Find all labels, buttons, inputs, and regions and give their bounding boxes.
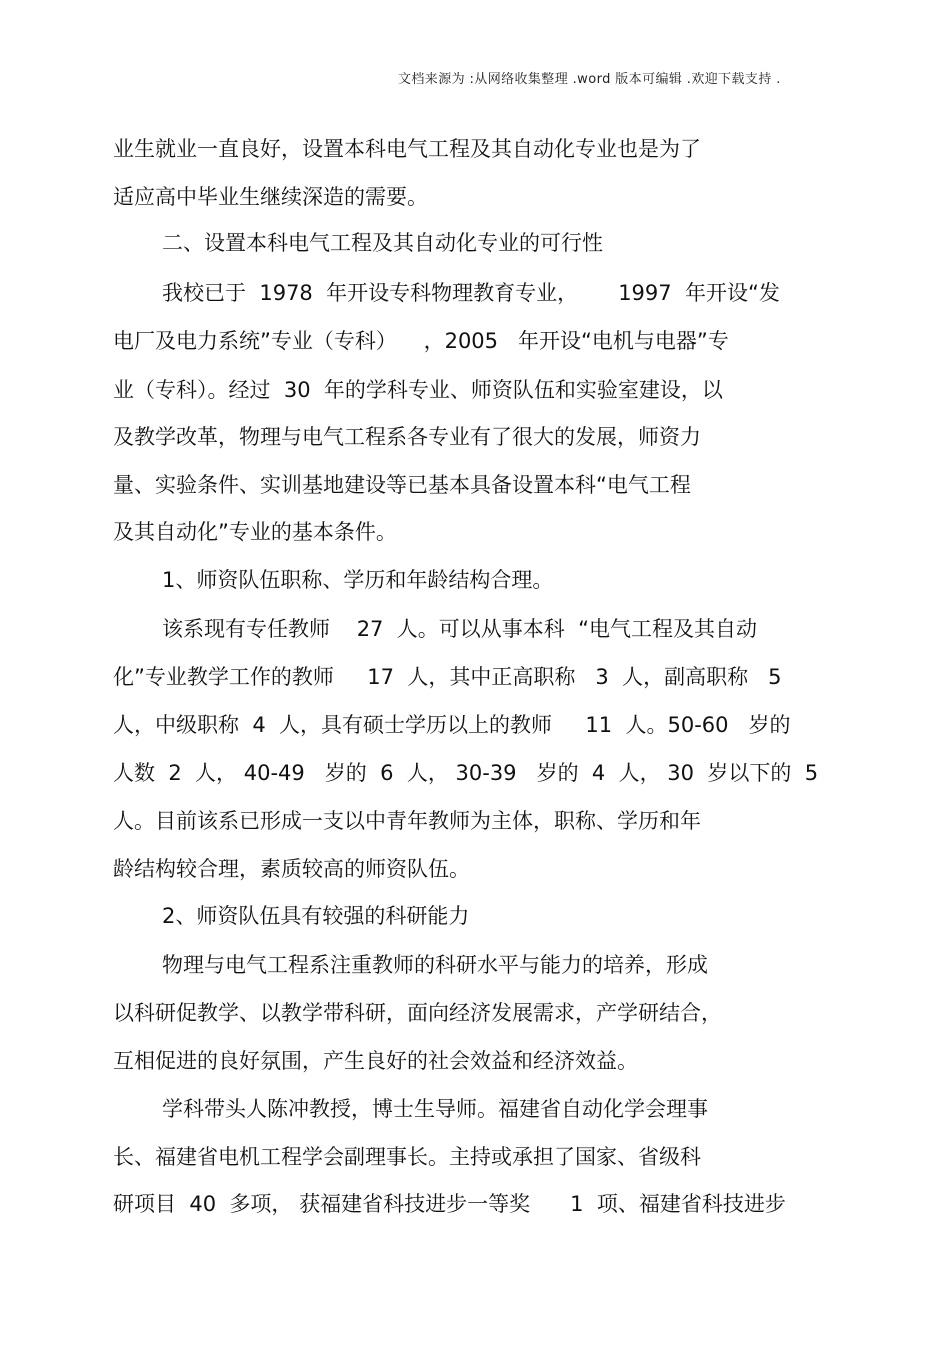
paragraph-line: 该系现有专任教师 27 人。可以从事本科 “电气工程及其自动 bbox=[162, 617, 758, 641]
paragraph-line: 适应高中毕业生继续深造的需要。 bbox=[113, 185, 428, 209]
paragraph-line: 学科带头人陈冲教授，博士生导师。福建省自动化学会理事 bbox=[162, 1097, 708, 1121]
paragraph-line: 及教学改革，物理与电气工程系各专业有了很大的发展，师资力 bbox=[113, 425, 701, 449]
paragraph-line: 业（专科）。经过 30 年的学科专业、师资队伍和实验室建设，以 bbox=[113, 378, 723, 402]
paragraph-line: 化”专业教学工作的教师 17 人，其中正高职称 3 人，副高职称 5 bbox=[113, 665, 782, 689]
paragraph-line: 电厂及电力系统”专业（专科） ，2005 年开设“电机与电器”专 bbox=[113, 329, 729, 353]
paragraph-line: 龄结构较合理，素质较高的师资队伍。 bbox=[113, 857, 470, 881]
paragraph-line: 我校已于 1978 年开设专科物理教育专业， 1997 年开设“发 bbox=[162, 281, 780, 305]
paragraph-line: 以科研促教学、以教学带科研，面向经济发展需求，产学研结合， bbox=[113, 1001, 722, 1025]
subsection-heading: 2、师资队伍具有较强的科研能力 bbox=[162, 904, 470, 928]
paragraph-line: 物理与电气工程系注重教师的科研水平与能力的培养，形成 bbox=[162, 953, 708, 977]
section-heading: 二、设置本科电气工程及其自动化专业的可行性 bbox=[162, 231, 603, 255]
paragraph-line: 业生就业一直良好，设置本科电气工程及其自动化专业也是为了 bbox=[113, 137, 701, 161]
subsection-heading: 1、师资队伍职称、学历和年龄结构合理。 bbox=[162, 568, 554, 592]
paragraph-line: 及其自动化”专业的基本条件。 bbox=[113, 520, 397, 544]
paragraph-line: 人。目前该系已形成一支以中青年教师为主体，职称、学历和年 bbox=[113, 809, 701, 833]
paragraph-line: 量、实验条件、实训基地建设等已基本具备设置本科“电气工程 bbox=[113, 473, 691, 497]
paragraph-line: 人数 2 人， 40-49 岁的 6 人， 30-39 岁的 4 人， 30 岁以下的 5 bbox=[113, 761, 819, 785]
paragraph-line: 互相促进的良好氛围，产生良好的社会效益和经济效益。 bbox=[113, 1049, 638, 1073]
paragraph-line: 长、福建省电机工程学会副理事长。主持或承担了国家、省级科 bbox=[113, 1145, 701, 1169]
page-header-source-note: 文档来源为 :从网络收集整理 .word 版本可编辑 .欢迎下载支持 . bbox=[398, 72, 781, 87]
paragraph-line: 人，中级职称 4 人，具有硕士学历以上的教师 11 人。50-60 岁的 bbox=[113, 713, 791, 737]
paragraph-line: 研项目 40 多项， 获福建省科技进步一等奖 1 项、福建省科技进步 bbox=[113, 1192, 786, 1216]
